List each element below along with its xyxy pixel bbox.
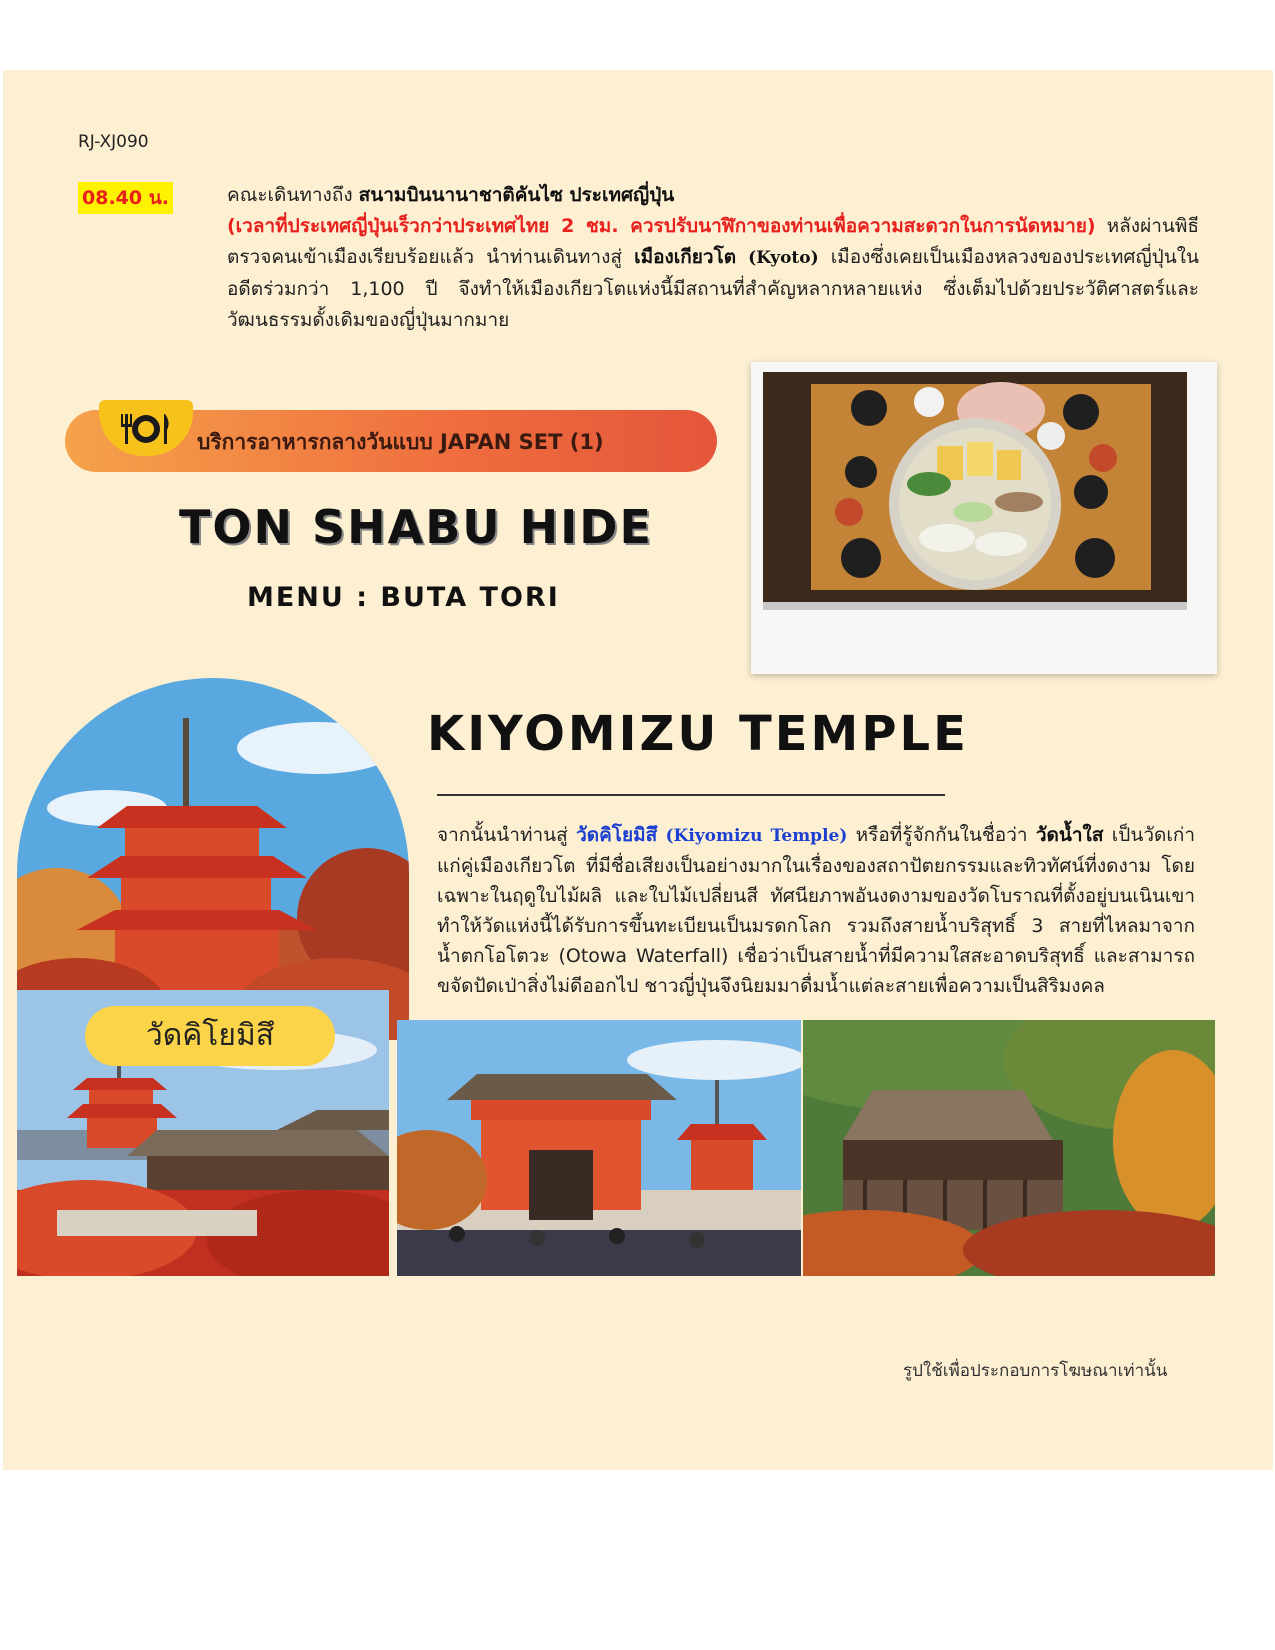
shabu-photo (751, 362, 1217, 674)
temple-paragraph (437, 820, 1195, 1001)
time-difference-note: (เวลาที่ประเทศญี่ปุ่นเร็วกว่าประเทศไทย 2 ชม. ควรปรับนาฬิกาของท่านเพื่อความสะดวกในการนัดหมาย) (227, 215, 1096, 237)
temple-stage-photo (803, 1020, 1215, 1276)
lunch-banner-label: บริการอาหารกลางวันแบบ JAPAN SET (1) (197, 430, 604, 454)
temple-aka: หรือที่รู้จักกันในชื่อว่า (855, 824, 1036, 846)
itinerary-page (3, 70, 1273, 1470)
arrival-paragraph (227, 180, 1199, 336)
title-divider (437, 794, 945, 796)
temple-name-en: (Kiyomizu Temple) (657, 826, 856, 846)
menu-label: MENU : BUTA TORI (247, 582, 560, 613)
city-name: เมืองเกียวโต (634, 246, 737, 268)
city-description: เมืองซึ่งเคยเป็นเมืองหลวงของประเทศญี่ปุ่นในอดีตร่วมกว่า 1,100 ปี จึงทำให้เมืองเกียวโตแห่งนี้มีสถานที่สำคัญหลากหลายแห่ง ซึ่งเต็มไปด้วยประวัติศาสตร์และวัฒนธรรมดั้งเดิมของญี่ปุ่นมากมาย (227, 246, 1199, 331)
temple-title: KIYOMIZU TEMPLE (427, 706, 969, 762)
image-disclaimer: รูปใช้เพื่อประกอบการโฆษณาเท่านั้น (903, 1361, 1168, 1381)
temple-name-th: วัดคิโยมิสึ (576, 824, 658, 846)
temple-intro: จากนั้นนำท่านสู่ (437, 824, 577, 846)
temple-alias: วัดน้ำใส (1035, 824, 1104, 846)
arrival-intro: คณะเดินทางถึง (227, 184, 353, 206)
airport-name: สนามบินนานาชาติคันไซ ประเทศญี่ปุ่น (358, 184, 675, 206)
restaurant-name: TON SHABU HIDE (179, 500, 653, 554)
time-badge: 08.40 น. (78, 182, 173, 214)
city-name-en: (Kyoto) (736, 248, 831, 268)
arrival-text: หลังผ่านพิธีตรวจคนเข้าเมืองเรียบร้อยแล้ว นำท่านเดินทางสู่ (227, 215, 1199, 268)
temple-gate-photo (397, 1020, 801, 1276)
pagoda-photo (17, 678, 409, 1040)
temple-description: เป็นวัดเก่าแก่คู่เมืองเกียวโต ที่มีชื่อเสียงเป็นอย่างมากในเรื่องของสถาปัตยกรรมและทิวทัศน์ที่งดงาม โดยเฉพาะในฤดูใบไม้ผลิ และใบไม้เปลี่ยนสี ทัศนียภาพอันงดงามของวัดโบราณที่ตั้งอยู่บนเนินเขา ทำให้วัดแห่งนี้ได้รับการขึ้นทะเบียนเป็นมรดกโลก รวมถึงสายน้ำบริสุทธิ์ 3 สายที่ไหลมาจาก น้ำตกโอโตวะ (Otowa Waterfall) เชื่อว่าเป็นสายน้ำที่มีความใสสะอาดบริสุทธิ์ และสามารถขจัดปัดเป่าสิ่งไม่ดีออกไป ชาวญี่ปุ่นจึงนิยมมาดื่มน้ำแต่ละสายเพื่อความเป็นสิริมงคล (437, 824, 1196, 997)
temple-label-pill: วัดคิโยมิสึ (85, 1006, 335, 1066)
program-code: RJ-XJ090 (78, 132, 149, 152)
